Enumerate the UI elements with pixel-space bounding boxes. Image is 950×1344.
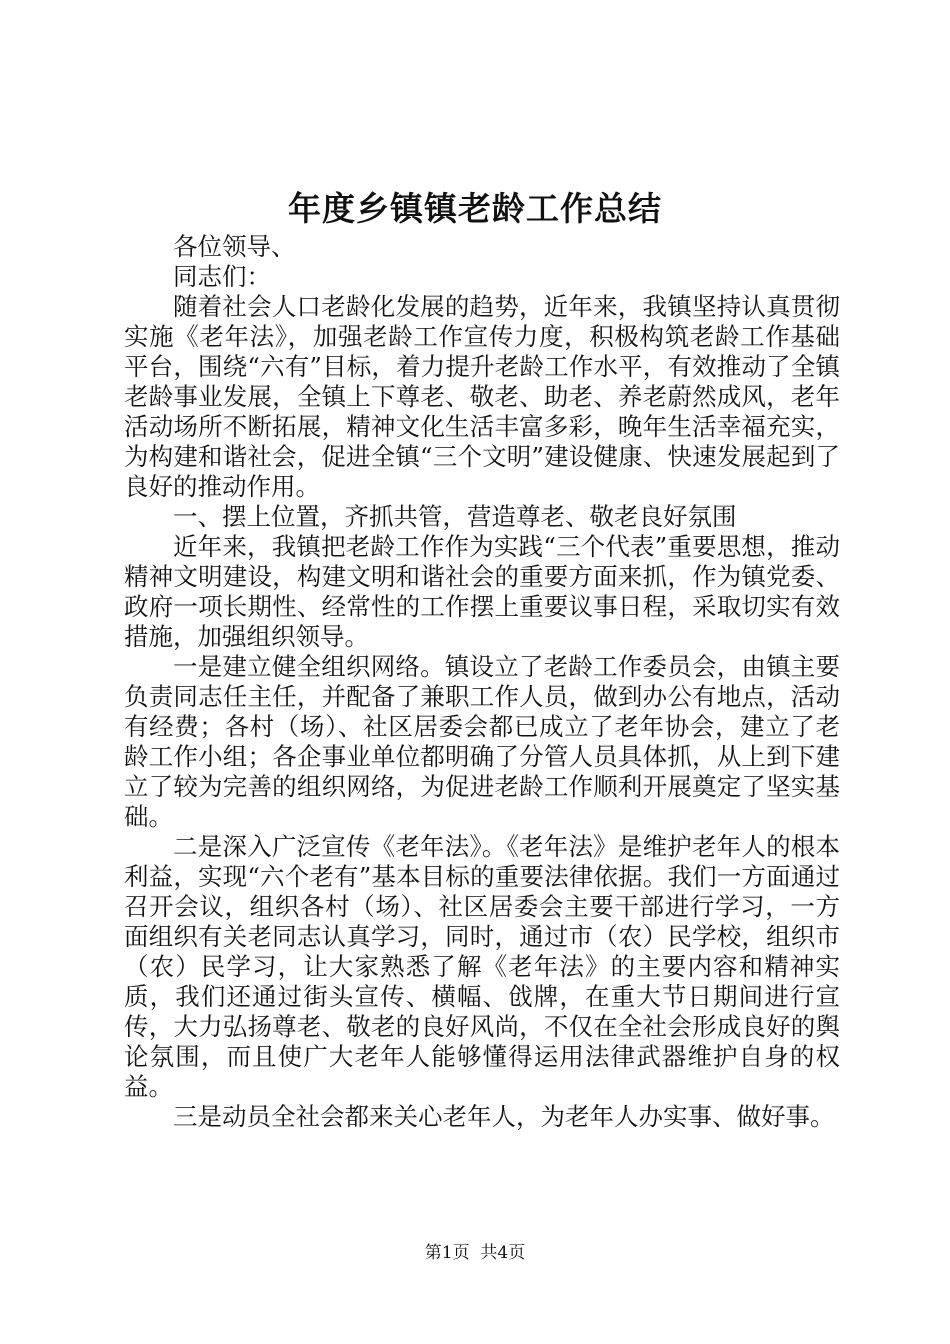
body-paragraph: 三是动员全社会都来关心老年人，为老年人办实事、做好事。 xyxy=(173,1102,835,1131)
document-body xyxy=(124,232,840,1132)
section-heading: 一、摆上位置，齐抓共管，营造尊老、敬老良好氛围 xyxy=(173,502,737,531)
body-paragraph: 随着社会人口老龄化发展的趋势，近年来，我镇坚持认真贯彻实施《老年法》，加强老龄工作宣传力度，积极构筑老龄工作基础平台，围绕“六有”目标，着力提升老龄工作水平，有效推动了全镇老龄事业发展，全镇上下尊老、敬老、助老、养老蔚然成风，老年活动场所不断拓展，精神文化生活丰富多彩，晚年生活幸福充实，为构建和谐社会，促进全镇“三个文明”建设健康、快速发展起到了良好的推动作用。 xyxy=(124,292,840,501)
page-total: 共4页 xyxy=(480,1243,526,1263)
page-number: 第1页 xyxy=(424,1243,470,1263)
salutation-line: 各位领导、 xyxy=(173,232,296,261)
body-paragraph: 一是建立健全组织网络。镇设立了老龄工作委员会，由镇主要负责同志任主任，并配备了兼职工作人员，做到办公有地点，活动有经费；各村（场）、社区居委会都已成立了老年协会，建立了老龄工作小组；各企事业单位都明确了分管人员具体抓，从上到下建立了较为完善的组织网络，为促进老龄工作顺利开展奠定了坚实基础。 xyxy=(124,652,840,831)
salutation-line: 同志们： xyxy=(173,262,271,291)
page-footer xyxy=(0,1241,950,1265)
document-title: 年度乡镇镇老龄工作总结 xyxy=(288,189,662,228)
body-paragraph: 近年来，我镇把老龄工作作为实践“三个代表”重要思想，推动精神文明建设，构建文明和谐社会的重要方面来抓，作为镇党委、政府一项长期性、经常性的工作摆上重要议事日程，采取切实有效措施，加强组织领导。 xyxy=(124,532,840,651)
body-paragraph: 二是深入广泛宣传《老年法》。《老年法》是维护老年人的根本利益，实现“六个老有”基本目标的重要法律依据。我们一方面通过召开会议，组织各村（场）、社区居委会主要干部进行学习，一方面组织有关老同志认真学习，同时，通过市（农）民学校，组织市（农）民学习，让大家熟悉了解《老年法》的主要内容和精神实质，我们还通过街头宣传、横幅、戗牌，在重大节日期间进行宣传，大力弘扬尊老、敬老的良好风尚，不仅在全社会形成良好的舆论氛围，而且使广大老年人能够懂得运用法律武器维护自身的权益。 xyxy=(124,832,840,1101)
